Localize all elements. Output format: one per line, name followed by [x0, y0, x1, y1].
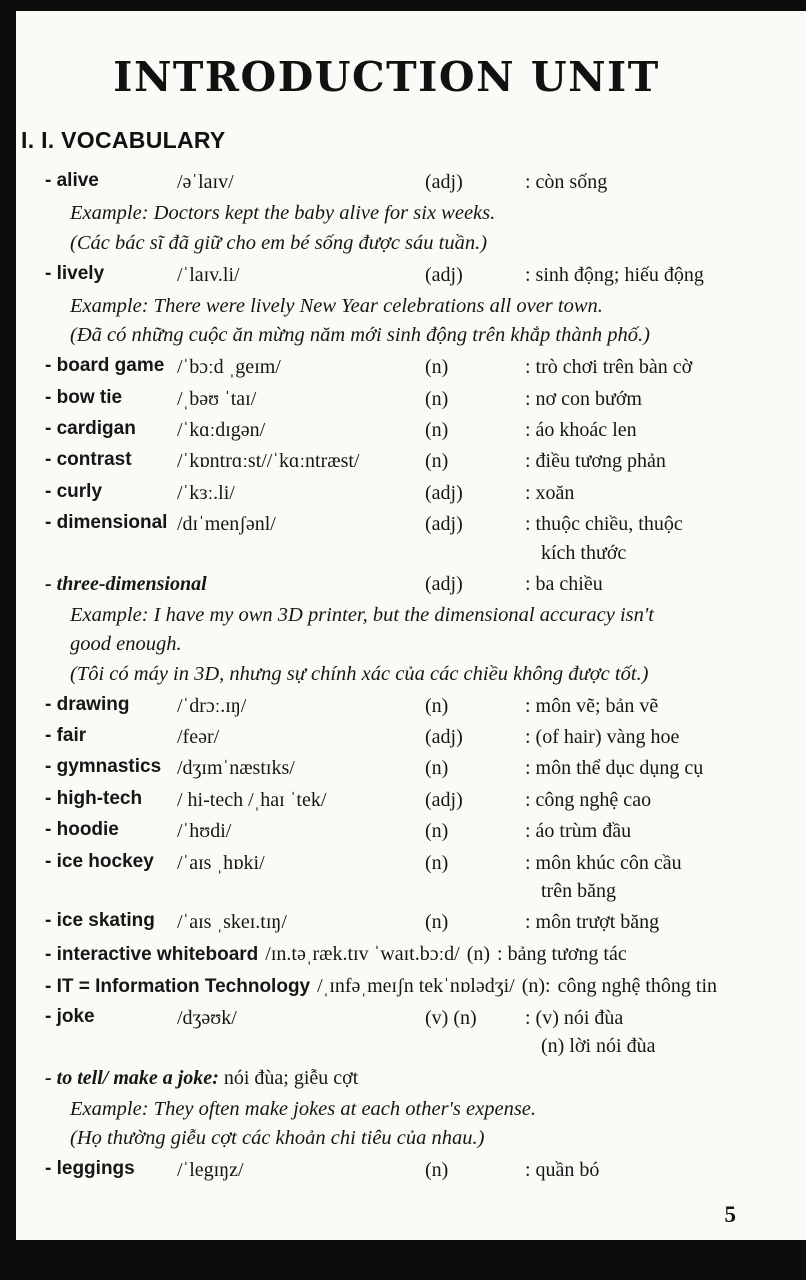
entry-pos: (adj) — [425, 726, 463, 749]
entry-phonetic: /dʒəʊk/ — [177, 1006, 237, 1029]
entry-pos: (n) — [425, 757, 449, 780]
entry-meaning-line: : xoăn — [525, 481, 575, 504]
entry-word: - board game — [45, 355, 165, 377]
scan-edge-left — [0, 0, 16, 1280]
entry-meaning-line: : môn khúc côn cầu — [525, 851, 682, 874]
section-heading: I. I. VOCABULARY — [21, 127, 226, 153]
entry-meaning-line: : công nghệ cao — [525, 788, 652, 811]
example-line: good enough. — [70, 633, 182, 656]
entry-meaning: công nghệ thông tin — [557, 974, 718, 997]
entry-meaning-line: : (v) nói đùa — [525, 1006, 624, 1029]
example-line: (Họ thường giễu cợt các khoản chi tiêu của nhau.) — [70, 1127, 485, 1150]
entry-meaning — [525, 908, 788, 936]
entry-meaning — [525, 447, 788, 475]
entry-meaning — [525, 510, 788, 567]
entry-meaning-line: : thuộc chiều, thuộc — [525, 513, 683, 536]
entry-phonetic: /ˌɪnfəˌmeɪʃn tekˈnɒlədʒi/ — [317, 974, 515, 997]
entry-phonetic: /ˈaɪs ˌhɒki/ — [177, 851, 265, 874]
entry-meaning — [525, 168, 788, 196]
vocab-entry — [45, 570, 788, 598]
entry-meaning — [525, 261, 788, 289]
entry-phonetic: /ˈlegɪŋz/ — [177, 1159, 244, 1182]
example-block — [45, 292, 788, 350]
entry-meaning-line: : ba chiều — [525, 572, 603, 595]
entry-pos: (n) — [425, 1159, 449, 1182]
example-line: Example: I have my own 3D printer, but the dimensional accuracy isn't — [70, 604, 654, 627]
entry-word: - cardigan — [45, 418, 136, 439]
entry-meaning — [525, 849, 788, 906]
note-meaning: nói đùa; giễu cợt — [218, 1066, 359, 1089]
entry-word: - fair — [45, 725, 87, 747]
entry-pos: (adj) — [425, 513, 463, 536]
entry-meaning — [525, 723, 788, 751]
example-line: (Các bác sĩ đã giữ cho em bé sống được sáu tuần.) — [70, 231, 488, 254]
entry-pos: (n) — [425, 450, 449, 473]
entry-word: - three-dimensional — [45, 572, 207, 595]
entry-pos: (adj) — [425, 263, 463, 286]
vocab-entry — [45, 510, 788, 567]
entry-phonetic: /əˈlaɪv/ — [177, 171, 234, 193]
entry-meaning-line: : sinh động; hiếu động — [525, 263, 704, 286]
entry-word: - alive — [45, 170, 99, 191]
entry-word: - ice skating — [45, 910, 155, 932]
vocab-entry — [45, 723, 788, 751]
entry-word: - bow tie — [45, 386, 123, 408]
entry-meaning-line: : áo trùm đầu — [525, 820, 632, 843]
entry-meaning — [525, 416, 788, 444]
vocab-entry — [45, 849, 788, 906]
entry-word: - joke — [45, 1005, 95, 1027]
entry-phonetic: /dʒɪmˈnæstɪks/ — [177, 757, 295, 780]
entry-meaning — [525, 479, 788, 507]
entry-meaning-line: : trò chơi trên bàn cờ — [525, 356, 693, 379]
entry-pos: (n) — [425, 911, 449, 934]
entry-word: - leggings — [45, 1158, 135, 1180]
vocab-entry — [45, 786, 788, 814]
scan-edge-bottom — [0, 1240, 806, 1280]
entry-meaning-line: : nơ con bướm — [525, 387, 642, 410]
example-line: Example: There were lively New Year celebrations all over town. — [70, 295, 603, 317]
usage-note — [45, 1064, 788, 1092]
entry-meaning — [525, 353, 788, 381]
example-line: Example: Doctors kept the baby alive for six weeks. — [70, 202, 496, 225]
entry-meaning-line: : áo khoác len — [525, 419, 637, 441]
vocab-entry — [45, 479, 788, 507]
entry-meaning-line: : (of hair) vàng hoe — [525, 726, 680, 749]
vocab-entry — [45, 1156, 788, 1184]
entry-pos: (adj) — [425, 171, 463, 193]
page-title: INTRODUCTION UNIT — [113, 53, 660, 101]
entry-pos: (n) — [425, 820, 449, 843]
entry-word: - lively — [45, 262, 105, 284]
vocabulary-list — [45, 168, 788, 1185]
entry-phonetic: /ˈaɪs ˌskeɪ.tɪŋ/ — [177, 911, 287, 934]
entry-phonetic: /ˈkɜː.li/ — [177, 481, 235, 504]
entry-phonetic: /ˈkɒntrɑːst//ˈkɑːntræst/ — [177, 450, 360, 473]
vocab-entry — [45, 385, 788, 413]
entry-word: - hoodie — [45, 819, 119, 841]
entry-meaning — [525, 786, 788, 814]
example-line: Example: They often make jokes at each other's expense. — [70, 1097, 537, 1120]
entry-meaning — [525, 817, 788, 845]
entry-word: - ice hockey — [45, 850, 154, 872]
entry-pos: (adj) — [425, 788, 463, 811]
entry-pos: (n): — [521, 974, 551, 997]
entry-meaning — [525, 1156, 788, 1184]
entry-word: - contrast — [45, 449, 132, 471]
example-block — [45, 1095, 788, 1153]
entry-pos: (n) — [425, 419, 449, 441]
entry-phonetic: /ɪn.təˌræk.tɪv ˈwaɪt.bɔːd/ — [265, 942, 460, 965]
entry-meaning-line: : điều tương phản — [525, 450, 666, 473]
entry-meaning — [525, 692, 788, 720]
entry-meaning-line: : quần bó — [525, 1159, 600, 1182]
entry-meaning — [525, 570, 788, 598]
entry-word: - curly — [45, 480, 103, 502]
vocab-entry — [45, 353, 788, 381]
entry-phonetic: /ˈdrɔː.ɪŋ/ — [177, 694, 247, 717]
entry-pos: (n) — [425, 387, 449, 410]
note-phrase: - to tell/ make a joke: — [45, 1066, 219, 1089]
entry-phonetic — [177, 570, 425, 598]
vocab-entry-wide — [45, 940, 788, 969]
entry-word: - high-tech — [45, 787, 143, 809]
entry-meaning-line: : môn trượt băng — [525, 911, 660, 934]
page-number: 5 — [724, 1202, 736, 1227]
scan-edge-top — [0, 0, 806, 11]
entry-phonetic: /feər/ — [177, 726, 220, 749]
entry-word: - gymnastics — [45, 756, 162, 778]
entry-meaning-line2: trên băng — [541, 880, 616, 903]
entry-phonetic: / hi-tech /ˌhaɪ ˈtek/ — [177, 788, 327, 811]
example-line: (Tôi có máy in 3D, nhưng sự chính xác của các chiều không được tốt.) — [70, 662, 649, 685]
entry-pos: (n) — [425, 356, 449, 379]
entry-meaning-line2: kích thước — [541, 541, 627, 564]
entry-meaning-line: : còn sống — [525, 171, 608, 193]
entry-word: - IT = Information Technology — [45, 975, 311, 997]
example-block — [45, 199, 788, 257]
vocab-entry — [45, 692, 788, 720]
entry-phonetic: /dɪˈmenʃənl/ — [177, 513, 276, 536]
vocab-entry — [45, 168, 788, 196]
entry-meaning — [525, 1004, 788, 1061]
entry-phonetic: /ˈkɑːdɪgən/ — [177, 419, 266, 441]
entry-meaning-line2: (n) lời nói đùa — [541, 1035, 656, 1058]
entry-pos: (adj) — [425, 572, 463, 595]
vocab-entry-wide — [45, 972, 788, 1001]
entry-phonetic: /ˈbɔːd ˌgeɪm/ — [177, 356, 281, 379]
vocab-entry — [45, 416, 788, 444]
vocab-entry — [45, 1004, 788, 1061]
entry-meaning — [525, 754, 788, 782]
entry-pos: (n) — [425, 851, 449, 874]
vocab-entry — [45, 817, 788, 845]
page-content — [16, 11, 806, 1240]
entry-phonetic: /ˈlaɪv.li/ — [177, 263, 240, 286]
vocab-entry — [45, 261, 788, 289]
entry-meaning-line: : môn thể dục dụng cụ — [525, 757, 704, 780]
entry-meaning: : bảng tương tác — [497, 942, 627, 965]
entry-pos: (n) — [466, 942, 491, 965]
entry-meaning — [525, 385, 788, 413]
example-block — [45, 601, 788, 688]
vocab-entry — [45, 447, 788, 475]
example-line: (Đã có những cuộc ăn mừng năm mới sinh động trên khắp thành phố.) — [70, 324, 650, 347]
entry-phonetic: /ˌbəʊ ˈtaɪ/ — [177, 387, 257, 410]
entry-phonetic: /ˈhʊdi/ — [177, 820, 232, 843]
entry-meaning-line: : môn vẽ; bản vẽ — [525, 694, 659, 717]
entry-word: - dimensional — [45, 512, 168, 534]
entry-word: - interactive whiteboard — [45, 943, 259, 965]
entry-pos: (adj) — [425, 481, 463, 504]
vocab-entry — [45, 754, 788, 782]
entry-word: - drawing — [45, 693, 130, 715]
vocab-entry — [45, 908, 788, 936]
entry-pos: (n) — [425, 694, 449, 717]
entry-pos: (v) (n) — [425, 1006, 477, 1029]
